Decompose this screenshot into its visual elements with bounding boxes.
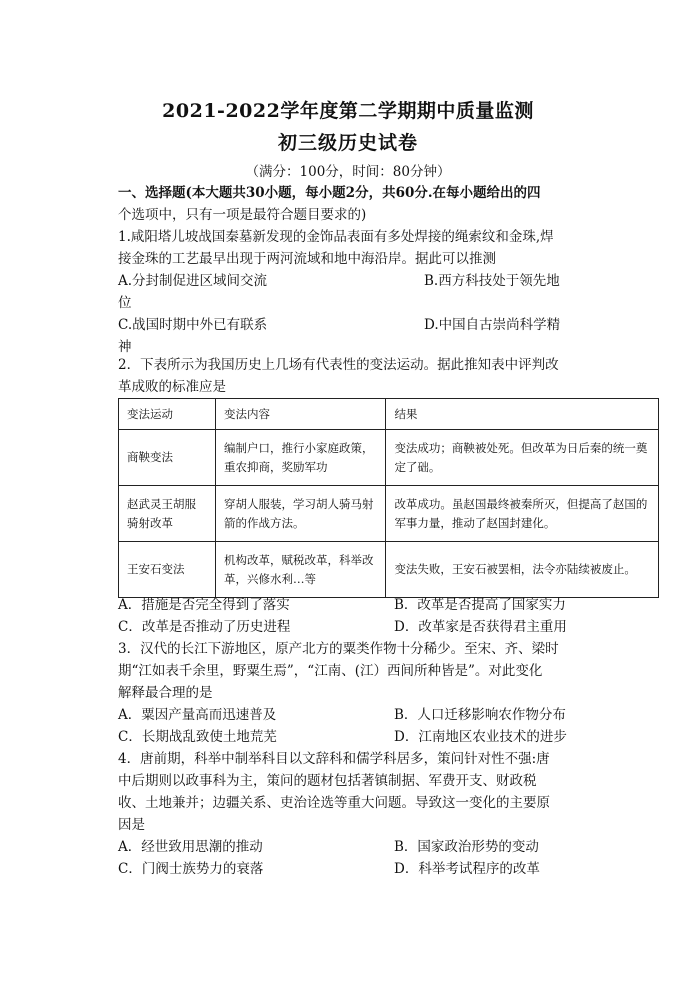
q4-stem [118, 748, 580, 836]
q1-stem [118, 226, 580, 270]
q1-option-d-wrap: 神 [118, 339, 132, 355]
q3-stem [118, 638, 580, 704]
q1-option-c[interactable]: C.战国时期中外已有联系 [118, 317, 268, 333]
table-row [119, 486, 659, 542]
table-header-row [119, 399, 659, 430]
table-row [119, 542, 659, 598]
q4-option-c[interactable]: C．门阀士族势力的衰落 [118, 861, 264, 877]
exam-title: 2021-2022学年度第二学期期中质量监测 [162, 100, 534, 122]
reform-table [118, 398, 659, 598]
q2-line: 2．下表所示为我国历史上几场有代表性的变法运动。据此推知表中评判改 [118, 357, 559, 373]
q1-option-b-wrap: 位 [118, 295, 132, 311]
section1-line: 一、选择题(本大题共30小题，每小题2分，共60分.在每小题给出的四 [118, 185, 541, 201]
table-header-cell: 变法运动 [119, 399, 216, 430]
q1-line: 接金珠的工艺最早出现于两河流域和地中海沿岸。据此可以推测 [118, 251, 496, 267]
q3-option-c[interactable]: C．长期战乱致使土地荒芜 [118, 729, 277, 745]
q3-option-b[interactable]: B．人口迁移影响农作物分布 [394, 707, 566, 723]
q3-line: 3．汉代的长江下游地区，原产北方的粟类作物十分稀少。至宋、齐、梁时 [118, 641, 559, 657]
q3-option-d[interactable]: D．江南地区农业技术的进步 [394, 729, 567, 745]
q4-option-d[interactable]: D．科举考试程序的改革 [394, 861, 540, 877]
exam-subtitle: 初三级历史试卷 [277, 132, 418, 154]
q4-line: 因是 [118, 817, 145, 833]
q2-line: 革成败的标准应是 [118, 379, 226, 395]
q2-option-a[interactable]: A．措施是否完全得到了落实 [118, 597, 290, 613]
q2-option-b[interactable]: B．改革是否提高了国家实力 [394, 597, 566, 613]
q2-option-d[interactable]: D．改革家是否获得君主重用 [394, 619, 567, 635]
table-cell-content: 编制户口，推行小家庭政策，重农抑商，奖励军功 [215, 430, 385, 486]
table-cell-result: 变法失败，王安石被罢相，法令亦陆续被废止。 [386, 542, 659, 598]
q3-line: 解释最合理的是 [118, 685, 213, 701]
table-row [119, 430, 659, 486]
table-cell-name: 商鞅变法 [119, 430, 216, 486]
table-cell-content: 穿胡人服装，学习胡人骑马射箭的作战方法。 [215, 486, 385, 542]
q2-stem [118, 354, 580, 398]
section1-instructions [118, 182, 580, 226]
table-cell-name: 王安石变法 [119, 542, 216, 598]
q3-option-a[interactable]: A．粟因产量高而迅速普及 [118, 707, 277, 723]
q2-option-c[interactable]: C．改革是否推动了历史进程 [118, 619, 291, 635]
exam-info: （满分：100分，时间：80分钟） [245, 164, 451, 180]
table-cell-result: 改革成功。虽赵国最终被秦所灭，但提高了赵国的军事力量，推动了赵国封建化。 [386, 486, 659, 542]
q1-option-b[interactable]: B.西方科技处于领先地 [424, 273, 560, 289]
q4-line: 4．唐前期，科举中制举科目以文辞科和儒学科居多，策问针对性不强:唐 [118, 751, 550, 767]
table-cell-name: 赵武灵王胡服骑射改革 [119, 486, 216, 542]
q1-option-d[interactable]: D.中国自古崇尚科学精 [424, 317, 561, 333]
table-header-cell: 变法内容 [215, 399, 385, 430]
table-header-cell: 结果 [386, 399, 659, 430]
q3-line: 期“江如表千余里，野粟生焉”，“江南、(江）西间所种皆是”。对此变化 [118, 663, 543, 679]
q4-line: 中后期则以政事科为主，策问的题材包括著镇制据、军费开支、财政税 [118, 773, 537, 789]
q1-line: 1.咸阳塔儿坡战国秦墓新发现的金饰品表面有多处焊接的绳索纹和金珠,焊 [118, 229, 554, 245]
q4-line: 收、土地兼并；边疆关系、吏治诠选等重大问题。导致这一变化的主要原 [118, 795, 550, 811]
q4-option-a[interactable]: A．经世致用思潮的推动 [118, 839, 263, 855]
q4-option-b[interactable]: B．国家政治形势的变动 [394, 839, 539, 855]
table-cell-content: 机构改革，赋税改革，科举改革，兴修水利…等 [215, 542, 385, 598]
table-cell-result: 变法成功；商鞅被处死。但改革为日后秦的统一奠定了础。 [386, 430, 659, 486]
section1-line: 个选项中，只有一项是最符合题目要求的) [118, 207, 367, 223]
q1-option-a[interactable]: A.分封制促进区域间交流 [118, 273, 268, 289]
